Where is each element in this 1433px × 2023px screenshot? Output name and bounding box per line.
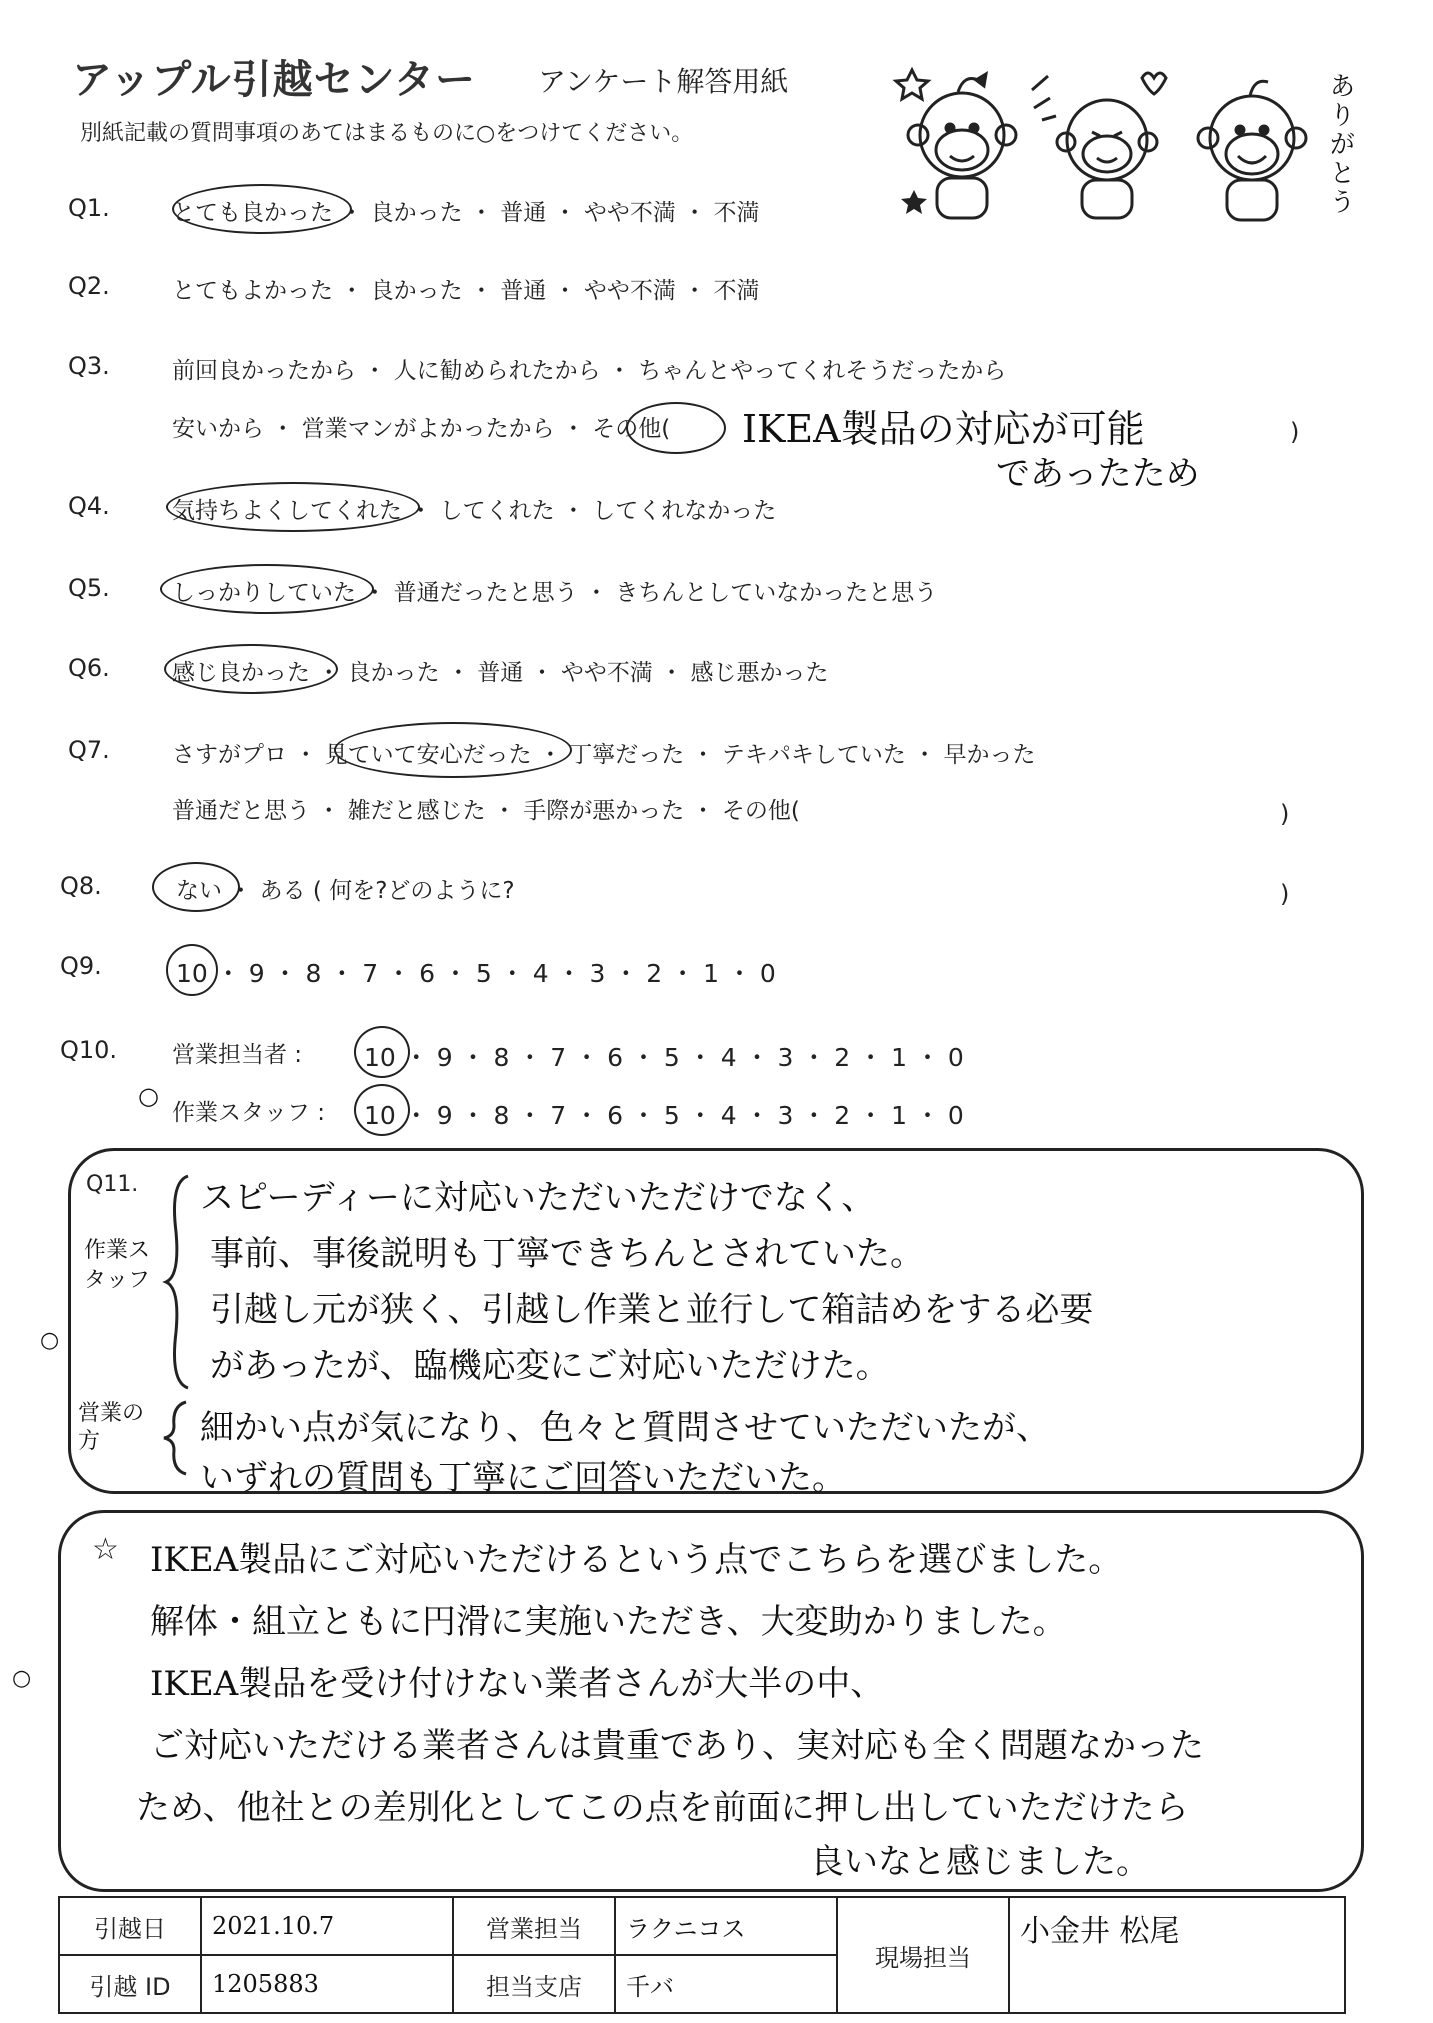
q3-options-line2: 安いから ・ 営業マンがよかったから ・ その他( (172, 416, 671, 442)
q3-options-line1: 前回良かったから ・ 人に勧められたから ・ ちゃんとやってくれそうだったから (172, 358, 1007, 384)
q11-staff-line-2: 事前、事後説明も丁寧できちんとされていた。 (210, 1234, 924, 1274)
q10-label: Q10. (60, 1036, 118, 1064)
q10-sales-label: 営業担当者 : (172, 1042, 303, 1068)
q4-label: Q4. (68, 492, 110, 520)
monkey-middle (1032, 73, 1166, 218)
q5-answer-circle (160, 564, 374, 614)
free-comment-line-2: 解体・組立ともに円滑に実施いただき、大変助かりました。 (150, 1602, 1067, 1642)
star-icon (901, 190, 927, 214)
free-comment-line-1: IKEA製品にご対応いただけるという点でこちらを選びました。 (150, 1540, 1123, 1580)
monkey-right (1198, 81, 1306, 220)
q6-answer-circle (164, 644, 338, 694)
q3-label: Q3. (68, 352, 110, 380)
q11-staff-line-4: があったが、臨機応変にご対応いただけた。 (210, 1346, 890, 1386)
thanks-handwriting: ありがとう (1325, 72, 1355, 217)
site-rep-label: 現場担当 (837, 1897, 1009, 2013)
q10-staff-check-mark: ○ (138, 1082, 159, 1110)
branch-label: 担当支店 (453, 1955, 615, 2013)
q6-label: Q6. (68, 654, 110, 682)
q10-staff-scale: 10 ・ 9 ・ 8 ・ 7 ・ 6 ・ 5 ・ 4 ・ 3 ・ 2 ・ 1 ・ 0 (364, 1101, 964, 1130)
q11-label: Q11. (86, 1172, 139, 1197)
q8-close-paren: ) (1280, 880, 1290, 908)
q6-options: 感じ良かった ・ 良かった ・ 普通 ・ やや不満 ・ 感じ悪かった (172, 660, 829, 686)
q10-sales-answer-circle (354, 1026, 410, 1078)
q11-sales-tag: 営業の方 (78, 1401, 145, 1454)
sales-brace (160, 1398, 190, 1478)
q1-answer-circle (172, 184, 352, 234)
q8-label: Q8. (60, 872, 102, 900)
q10-sales-scale: 10 ・ 9 ・ 8 ・ 7 ・ 6 ・ 5 ・ 4 ・ 3 ・ 2 ・ 1 ・ 0 (364, 1043, 964, 1072)
free-comment-line-5: ため、他社との差別化としてこの点を前面に押し出していただけたら (136, 1788, 1189, 1828)
q10-staff-answer-circle (354, 1084, 410, 1136)
q3-written-answer-line1: IKEA製品の対応が可能 (742, 407, 1145, 451)
staff-brace (162, 1172, 192, 1392)
q7-close-paren: ) (1280, 800, 1290, 828)
q4-options: 気持ちよくしてくれた ・ してくれた ・ してくれなかった (172, 498, 777, 524)
q3-written-answer-line2: であったため (996, 454, 1200, 494)
q11-sales-line-1: 細かい点が気になり、色々と質問させていただいたが、 (200, 1408, 1050, 1448)
q5-options: しっかりしていた ・ 普通だったと思う ・ きちんとしていなかったと思う (172, 580, 938, 606)
site-rep-value: 小金井 松尾 (1009, 1897, 1345, 2013)
q1-options: とても良かった ・ 良かった ・ 普通 ・ やや不満 ・ 不満 (172, 200, 760, 226)
q2-label: Q2. (68, 272, 110, 300)
q9-answer-circle (166, 944, 218, 996)
q11-staff-line-3: 引越し元が狭く、引越し作業と並行して箱詰めをする必要 (210, 1290, 1094, 1330)
q11-staff-line-1: スピーディーに対応いただいただけでなく、 (200, 1178, 876, 1218)
q2-options: とてもよかった ・ 良かった ・ 普通 ・ やや不満 ・ 不満 (172, 278, 760, 304)
q11-margin-mark: ○ (40, 1328, 60, 1353)
q5-label: Q5. (68, 574, 110, 602)
move-id-value: 1205883 (201, 1955, 453, 2013)
free-comment-line-6: 良いなと感じました。 (810, 1842, 1150, 1882)
mascot-monkeys-illustration (892, 50, 1362, 240)
q8-options: ない ・ ある ( 何を?どのように? (176, 878, 515, 904)
sales-rep-value: ラクニコス (615, 1897, 837, 1955)
q7-answer-circle (334, 722, 572, 778)
sales-rep-label: 営業担当 (453, 1897, 615, 1955)
free-comment-line-4: ご対応いただける業者さんは貴重であり、実対応も全く問題なかった (150, 1726, 1204, 1766)
move-date-label: 引越日 (59, 1897, 201, 1955)
branch-value: 千バ (615, 1955, 837, 2013)
footer-info-table (58, 1896, 1346, 2014)
q9-scale: 10 ・ 9 ・ 8 ・ 7 ・ 6 ・ 5 ・ 4 ・ 3 ・ 2 ・ 1 ・ 0 (176, 959, 776, 988)
q11-staff-tag: 作業スタッフ (84, 1238, 151, 1293)
q4-answer-circle (166, 482, 420, 532)
q3-answer-circle (626, 402, 726, 454)
q7-label: Q7. (68, 736, 110, 764)
star-icon (896, 70, 928, 99)
move-id-label: 引越 ID (59, 1955, 201, 2013)
q1-label: Q1. (68, 194, 110, 222)
q7-options-line1: さすがプロ ・ 見ていて安心だった ・ 丁寧だった ・ テキパキしていた ・ 早かった (172, 742, 1036, 768)
q9-label: Q9. (60, 952, 102, 980)
star-icon: ☆ (92, 1532, 119, 1567)
form-title: アップル引越センター (72, 57, 476, 103)
q3-close-paren: ) (1290, 418, 1300, 446)
instruction-text: 別紙記載の質問事項のあてはまるものに○をつけてください。 (80, 121, 694, 146)
q7-options-line2: 普通だと思う ・ 雑だと感じた ・ 手際が悪かった ・ その他( (172, 798, 800, 824)
move-date-value: 2021.10.7 (201, 1897, 453, 1955)
free-comment-margin-mark: ○ (12, 1666, 32, 1691)
q11-sales-line-2: いずれの質問も丁寧にご回答いただいた。 (200, 1458, 846, 1498)
form-subtitle: アンケート解答用紙 (538, 65, 789, 98)
monkey-left (908, 74, 1016, 218)
free-comment-line-3: IKEA製品を受け付けない業者さんが大半の中、 (150, 1664, 885, 1704)
q10-staff-label: 作業スタッフ : (172, 1100, 326, 1126)
q8-answer-circle (152, 862, 240, 912)
